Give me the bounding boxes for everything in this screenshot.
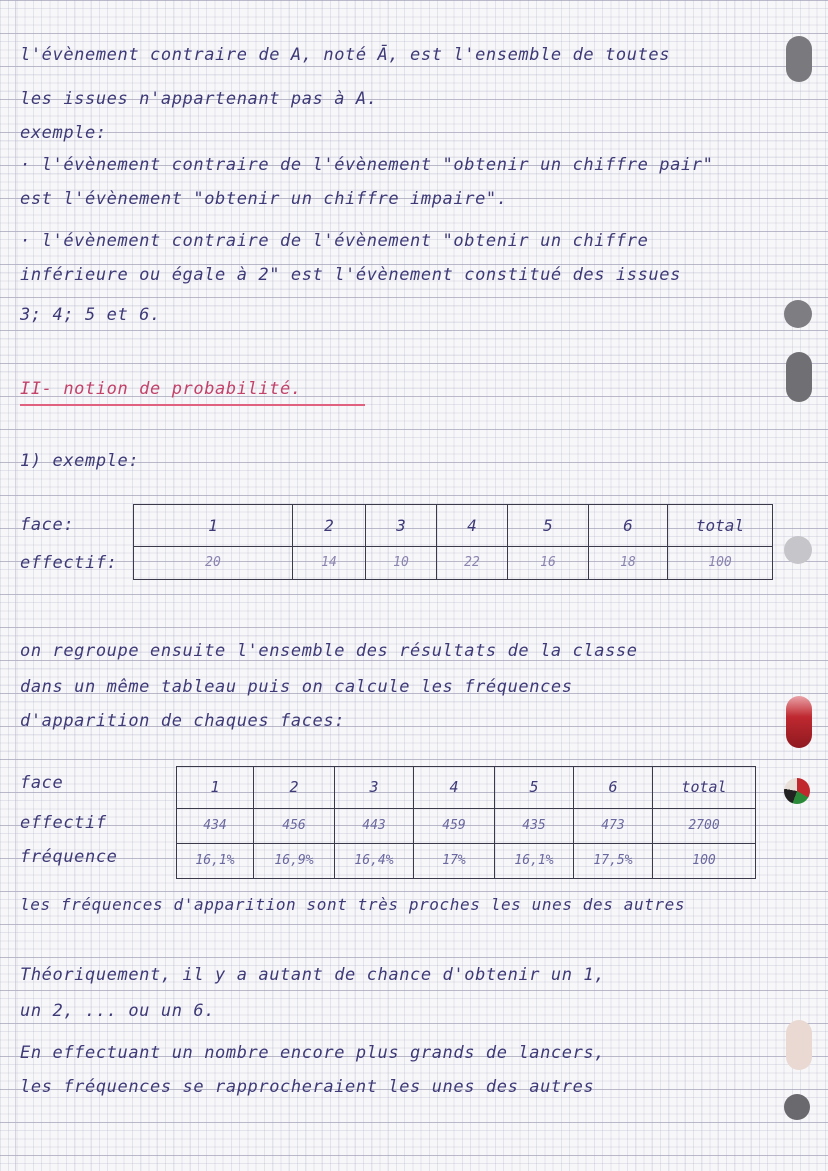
table2-class-results [176,766,756,879]
table2-row-label-effectif: effectif [20,813,107,833]
example-bullet-2-line-3: 3; 4; 5 et 6. [20,305,161,325]
table1-faces-row [134,505,773,547]
example-label: exemple: [20,123,107,143]
binder-hole-colored [784,778,810,804]
table2-count-cell: 459 [414,808,495,843]
table2-face-cell: 1 [177,767,254,809]
table1-face-cell: 2 [293,505,366,547]
table2-count-cell: 434 [177,808,254,843]
table2-frequency-cell: 17% [414,843,495,878]
table2-count-cell: 2700 [653,808,756,843]
table2-frequency-cell: 16,1% [177,843,254,878]
example-bullet-1-line-2: est l'évènement "obtenir un chiffre impaire". [20,189,508,209]
paragraph-line-3: d'apparition de chaques faces: [20,711,346,731]
binder-slot [786,36,812,82]
binder-hole [784,300,812,328]
table1-face-cell: 1 [134,505,293,547]
example-bullet-2-line-1: · l'évènement contraire de l'évènement "obtenir un chiffre [20,231,649,251]
table1-face-cell: 3 [366,505,437,547]
table2-frequency-cell: 16,4% [335,843,414,878]
table1-counts-row [134,546,773,579]
table2-face-cell: 4 [414,767,495,809]
example-bullet-1-line-1: · l'évènement contraire de l'évènement "obtenir un chiffre pair" [20,155,714,175]
table2-faces-row [177,767,756,809]
table2-frequency-cell: 16,1% [495,843,574,878]
definition-line-1: l'évènement contraire de A, noté Ā, est l'ensemble de toutes [20,45,671,65]
table1-count-cell: 100 [668,546,773,579]
table2-frequency-cell: 16,9% [254,843,335,878]
table1-face-cell: 6 [589,505,668,547]
binder-slot [786,352,812,402]
conclusion-line-5: les fréquences se rapprocheraient les unes des autres [20,1077,595,1097]
table1-count-cell: 10 [366,546,437,579]
tab-marker-red [786,696,812,748]
table1-count-cell: 22 [437,546,508,579]
conclusion-line-1: les fréquences d'apparition sont très proches les unes des autres [20,895,686,914]
table2-row-label-frequence: fréquence [20,847,118,867]
binder-hole [784,536,812,564]
table1-die-results [133,504,773,580]
table2-face-cell: 3 [335,767,414,809]
table1-face-cell: 4 [437,505,508,547]
table2-face-cell: 2 [254,767,335,809]
table1-face-cell: total [668,505,773,547]
example-bullet-2-line-2: inférieure ou égale à 2" est l'évènement constitué des issues [20,265,681,285]
table2-counts-row [177,808,756,843]
margin-line [15,0,16,1171]
table2-count-cell: 456 [254,808,335,843]
table1-count-cell: 14 [293,546,366,579]
conclusion-line-2: Théoriquement, il y a autant de chance d'obtenir un 1, [20,965,606,985]
table1-count-cell: 16 [508,546,589,579]
table2-count-cell: 473 [574,808,653,843]
table1-row-label-effectif: effectif: [20,553,118,573]
tab-marker-beige [786,1020,812,1070]
table1-count-cell: 18 [589,546,668,579]
table1-row-label-face: face: [20,515,75,535]
section-title: II- notion de probabilité. [20,379,302,399]
table2-frequency-cell: 100 [653,843,756,878]
conclusion-line-4: En effectuant un nombre encore plus grands de lancers, [20,1043,606,1063]
table2-face-cell: total [653,767,756,809]
definition-line-2: les issues n'appartenant pas à A. [20,89,378,109]
table1-count-cell: 20 [134,546,293,579]
subsection-title: 1) exemple: [20,451,140,471]
paragraph-line-2: dans un même tableau puis on calcule les fréquences [20,677,573,697]
table2-face-cell: 5 [495,767,574,809]
table2-row-label-face: face [20,773,64,793]
table2-frequency-cell: 17,5% [574,843,653,878]
table2-count-cell: 443 [335,808,414,843]
conclusion-line-3: un 2, ... ou un 6. [20,1001,216,1021]
binder-hole [784,1094,810,1120]
table2-face-cell: 6 [574,767,653,809]
paragraph-line-1: on regroupe ensuite l'ensemble des résultats de la classe [20,641,638,661]
section-underline [20,404,365,406]
table2-frequency-row [177,843,756,878]
table2-count-cell: 435 [495,808,574,843]
table1-face-cell: 5 [508,505,589,547]
